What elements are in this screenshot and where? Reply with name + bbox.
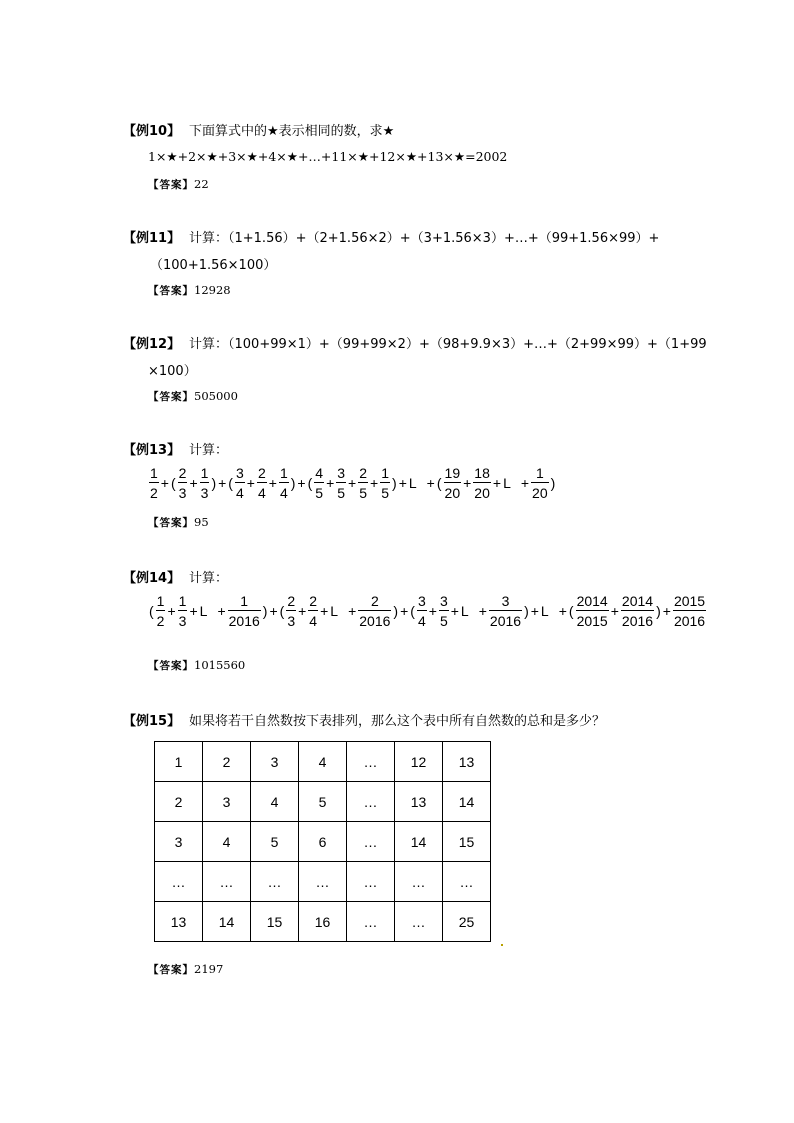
example-12-line1: 计算：（100+99×1）+（99+99×2）+（98+9.9×3）+…+（2+99×99）+（1+99 xyxy=(189,337,707,352)
table-cell: 13 xyxy=(155,902,203,942)
fraction: $\frac{2}{3}$ xyxy=(178,465,187,501)
table-cell: 1 xyxy=(155,742,203,782)
table-cell: … xyxy=(443,862,491,902)
fraction: $\frac{3}{5}$ xyxy=(439,593,448,629)
answer-value: 95 xyxy=(194,515,209,529)
table-cell: 3 xyxy=(251,742,299,782)
table-cell: 4 xyxy=(299,742,347,782)
table-cell: 16 xyxy=(299,902,347,942)
table-cell: 14 xyxy=(395,822,443,862)
table-cell: 4 xyxy=(251,782,299,822)
answer-key: 【答案】 xyxy=(148,964,194,976)
example-13-label: 【例13】 xyxy=(123,443,181,458)
example-12-label: 【例12】 xyxy=(123,337,181,352)
table-cell: 15 xyxy=(251,902,299,942)
fraction: $\frac{1}{3}$ xyxy=(178,593,187,629)
fraction: $\frac{3}{4}$ xyxy=(235,465,244,501)
example-13-formula: $\frac{1}{2}$ + ( $\frac{2}{3}$ + $\frac{1}{3}$ ) + ( $\frac{3}{4}$ + $\frac{2}{4}$ + $\frac{1}{4}$ ) + ( $\frac{4}{5}$ + $\frac{3}{5}$ + $\frac{2}{5}$ + $\frac{1}{5}$ ) + L + ( $\frac{19}{20}$ + $\frac{18}{20}$ + L + $\frac{1}{20}$ ) xyxy=(150,465,556,501)
answer-value: 2197 xyxy=(194,962,224,976)
table-row xyxy=(155,862,491,902)
example-11-answer xyxy=(148,283,231,298)
example-10-label: 【例10】 xyxy=(123,124,181,139)
answer-key: 【答案】 xyxy=(148,391,194,403)
fraction: $\frac{2}{3}$ xyxy=(287,593,296,629)
table-cell: 2 xyxy=(155,782,203,822)
table-cell: … xyxy=(155,862,203,902)
table-cell: 14 xyxy=(443,782,491,822)
table-cell: … xyxy=(251,862,299,902)
table-cell: 13 xyxy=(443,742,491,782)
answer-key: 【答案】 xyxy=(148,285,194,297)
table-cell: 14 xyxy=(203,902,251,942)
example-15-question: 如果将若干自然数按下表排列，那么这个表中所有自然数的总和是多少？ xyxy=(189,714,606,729)
table-cell: 25 xyxy=(443,902,491,942)
fraction: $\frac{1}{20}$ xyxy=(532,465,548,501)
example-13-question: 计算： xyxy=(189,443,229,458)
fraction: $\frac{2015}{2016}$ xyxy=(673,593,706,629)
answer-value: 505000 xyxy=(194,389,238,403)
table-cell: … xyxy=(347,862,395,902)
fraction: $\frac{2014}{2015}$ xyxy=(576,593,608,629)
table-cell: … xyxy=(299,862,347,902)
example-13-answer xyxy=(148,515,209,530)
example-10-expression: 1×★+2×★+3×★+4×★+…+11×★+12×★+13×★=2002 xyxy=(148,149,508,164)
fraction: $\frac{18}{20}$ xyxy=(474,465,490,501)
table-cell: 5 xyxy=(299,782,347,822)
table-cell: … xyxy=(347,822,395,862)
answer-value: 22 xyxy=(194,177,209,191)
fraction: $\frac{3}{5}$ xyxy=(337,465,346,501)
table-cell: … xyxy=(347,902,395,942)
table-cell: 3 xyxy=(155,822,203,862)
answer-value: 12928 xyxy=(194,283,231,297)
fraction: $\frac{1}{3}$ xyxy=(200,465,209,501)
answer-key: 【答案】 xyxy=(148,517,194,529)
answer-key: 【答案】 xyxy=(148,179,194,191)
fraction: $\frac{2014}{2016}$ xyxy=(621,593,654,629)
table-cell: 15 xyxy=(443,822,491,862)
example-11-line1: 计算：（1+1.56）+（2+1.56×2）+（3+1.56×3）+…+（99+1.56×99）+ xyxy=(189,231,660,246)
fraction: $\frac{3}{4}$ xyxy=(417,593,426,629)
fraction: $\frac{19}{20}$ xyxy=(444,465,461,501)
answer-key: 【答案】 xyxy=(148,660,194,672)
table-cell: … xyxy=(347,742,395,782)
answer-value: 1015560 xyxy=(194,658,246,672)
table-row xyxy=(155,742,491,782)
example-15-label: 【例15】 xyxy=(123,714,181,729)
fraction: $\frac{1}{2}$ xyxy=(156,593,165,629)
table-cell: 12 xyxy=(395,742,443,782)
example-10-question: 下面算式中的★表示相同的数，求★ xyxy=(189,124,395,139)
fraction: $\frac{2}{4}$ xyxy=(309,593,318,629)
table-row xyxy=(155,902,491,942)
fraction: $\frac{1}{4}$ xyxy=(279,465,288,501)
fraction: $\frac{1}{2016}$ xyxy=(228,593,260,629)
table-cell: 13 xyxy=(395,782,443,822)
table-row xyxy=(155,782,491,822)
example-14-formula: ( $\frac{1}{2}$ + $\frac{1}{3}$ + L + $\frac{1}{2016}$ ) + ( $\frac{2}{3}$ + $\frac{2}{4}$ + L + $\frac{2}{2016}$ ) + ( $\frac{3}{4}$ + $\frac{3}{5}$ + L + $\frac{3}{2016}$ ) + L + ( $\frac{2014}{2015}$ + $\frac{2014}{2016}$ ) + $\frac{2015}{2016}$ xyxy=(149,593,706,629)
example-11-label: 【例11】 xyxy=(123,231,181,246)
table-cell: … xyxy=(395,902,443,942)
table-cell: 2 xyxy=(203,742,251,782)
example-12-answer xyxy=(148,389,238,404)
table-cell: 4 xyxy=(203,822,251,862)
fraction: $\frac{4}{5}$ xyxy=(315,465,324,501)
fraction: $\frac{3}{2016}$ xyxy=(489,593,522,629)
example-15-answer xyxy=(148,962,223,977)
example-11-line2: （100+1.56×100） xyxy=(150,258,277,273)
fraction: $\frac{2}{4}$ xyxy=(257,465,266,501)
stray-mark xyxy=(501,944,503,946)
table-cell: … xyxy=(347,782,395,822)
example-10-answer xyxy=(148,177,209,192)
fraction: $\frac{2}{5}$ xyxy=(359,465,368,501)
example-14-label: 【例14】 xyxy=(123,571,181,586)
example-14-answer xyxy=(148,658,245,673)
example-12-line2: ×100） xyxy=(148,364,197,379)
table-cell: … xyxy=(203,862,251,902)
table-cell: 5 xyxy=(251,822,299,862)
table-cell: 6 xyxy=(299,822,347,862)
table-cell: 3 xyxy=(203,782,251,822)
table-row xyxy=(155,822,491,862)
table-cell: … xyxy=(395,862,443,902)
number-table xyxy=(154,741,491,942)
fraction: $\frac{1}{2}$ xyxy=(150,465,158,501)
fraction: $\frac{1}{5}$ xyxy=(381,465,390,501)
example-14-question: 计算： xyxy=(189,571,229,586)
fraction: $\frac{2}{2016}$ xyxy=(359,593,391,629)
